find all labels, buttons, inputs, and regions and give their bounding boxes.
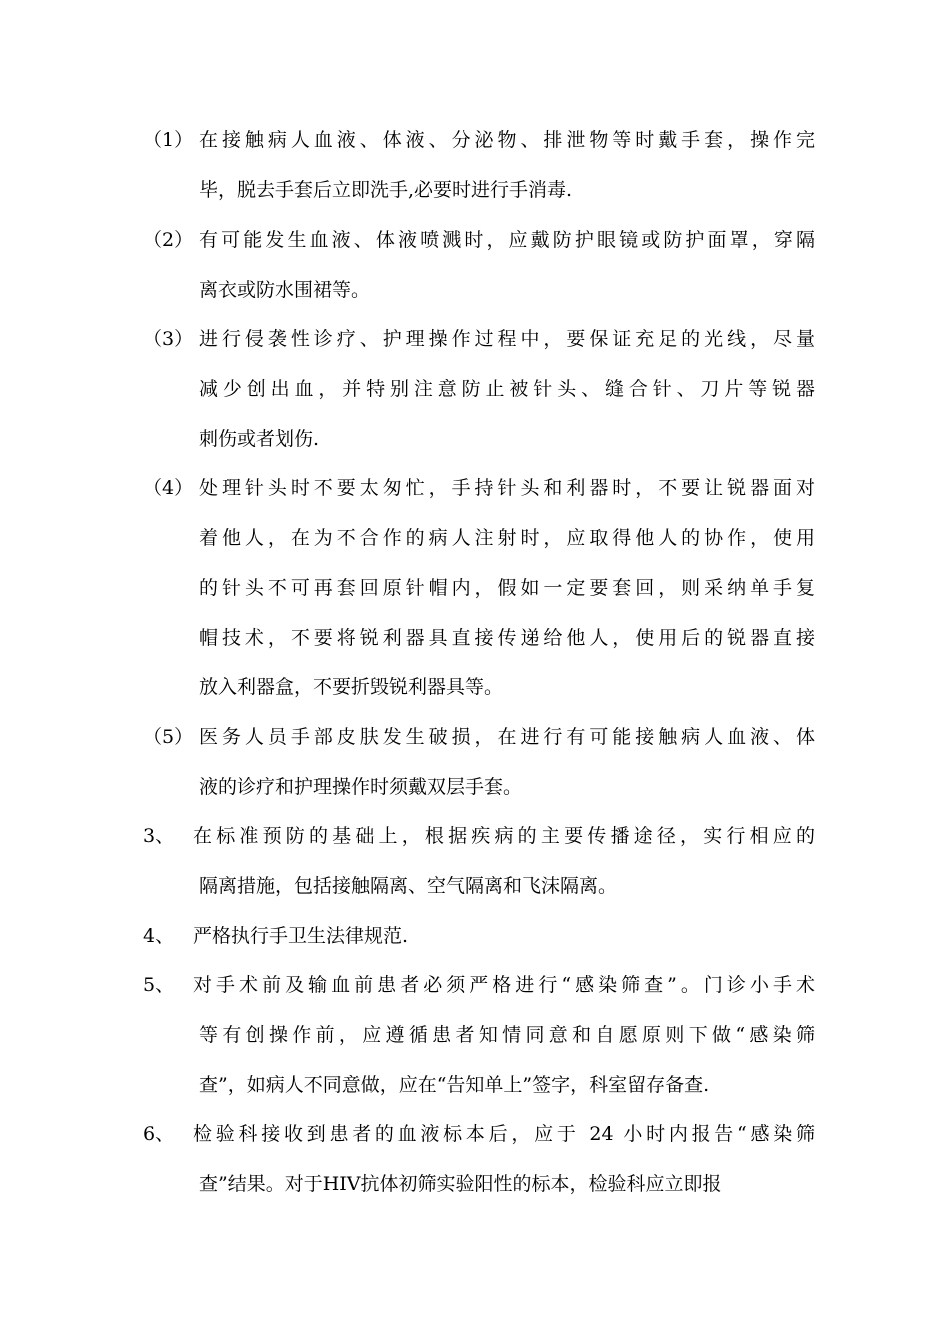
item-text-line: 有可能发生血液、体液喷溅时，应戴防护眼镜或防护面罩，穿隔	[199, 229, 815, 251]
item-text-line: 隔离措施，包括接触隔离、空气隔离和飞沫隔离。	[199, 875, 618, 897]
item-text-line: 的针头不可再套回原针帽内，假如一定要套回，则采纳单手复	[199, 577, 815, 599]
item-text-line: 查”结果。对于HIV抗体初筛实验阳性的标本，检验科应立即报	[199, 1173, 722, 1195]
item-marker: 5、	[143, 974, 175, 996]
item-text-line: 医务人员手部皮肤发生破损，在进行有可能接触病人血液、体	[199, 726, 815, 748]
item-text-line: 等有创操作前，应遵循患者知情同意和自愿原则下做“感染筛	[199, 1024, 815, 1046]
item-text-line: 帽技术，不要将锐利器具直接传递给他人，使用后的锐器直接	[199, 627, 815, 649]
item-text-line: 刺伤或者划伤.	[199, 428, 320, 450]
item-text-line: 在接触病人血液、体液、分泌物、排泄物等时戴手套，操作完	[199, 129, 815, 151]
item-marker: 3、	[143, 825, 175, 847]
item-marker: 6、	[143, 1123, 175, 1145]
item-text-line: 对手术前及输血前患者必须严格进行“感染筛查”。门诊小手术	[193, 974, 815, 996]
item-text-line: 着他人，在为不合作的病人注射时，应取得他人的协作，使用	[199, 527, 815, 549]
item-marker: （1）	[143, 129, 194, 151]
item-text-line: 处理针头时不要太匆忙，手持针头和利器时，不要让锐器面对	[199, 477, 815, 499]
item-marker: （4）	[143, 477, 194, 499]
item-text-line: 检验科接收到患者的血液标本后，应于 24 小时内报告“感染筛	[193, 1123, 815, 1145]
item-text-line: 放入利器盒，不要折毁锐利器具等。	[199, 676, 504, 698]
item-text-line: 液的诊疗和护理操作时须戴双层手套。	[199, 776, 523, 798]
item-marker: （3）	[143, 328, 194, 350]
item-text-line: 进行侵袭性诊疗、护理操作过程中，要保证充足的光线，尽量	[199, 328, 815, 350]
item-text-line: 在标准预防的基础上，根据疾病的主要传播途径，实行相应的	[193, 825, 815, 847]
item-marker: （5）	[143, 726, 194, 748]
item-marker: 4、	[143, 925, 175, 947]
item-text-line: 减少创出血，并特别注意防止被针头、缝合针、刀片等锐器	[199, 378, 815, 400]
item-text-line: 毕，脱去手套后立即洗手,必要时进行手消毒.	[199, 179, 573, 201]
item-text-line: 严格执行手卫生法律规范.	[193, 925, 409, 947]
item-marker: （2）	[143, 229, 194, 251]
item-text-line: 查”，如病人不同意做，应在“告知单上”签字，科室留存备查.	[199, 1074, 710, 1096]
item-text-line: 离衣或防水围裙等。	[199, 279, 371, 301]
